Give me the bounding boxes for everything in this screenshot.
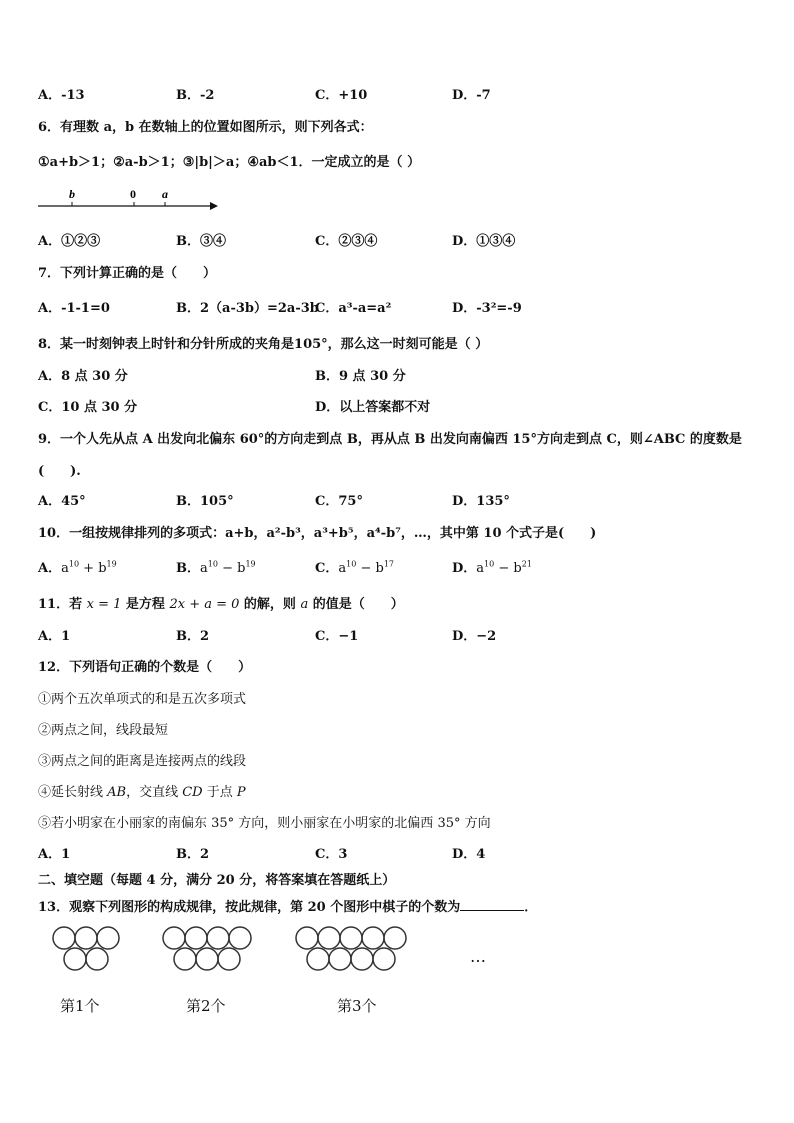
q10-option-c-expr: $a^{10} - b^{17}$ <box>338 559 394 576</box>
q6-option-d: D．①③④ <box>452 234 516 249</box>
q9-options <box>38 490 738 510</box>
q8-stem: 8．某一时刻钟表上时针和分针所成的夹角是105°，那么这一时刻可能是（ ） <box>38 337 489 352</box>
q9-option-d: D．135° <box>452 494 510 509</box>
q13-figures <box>50 925 510 1020</box>
q13-caption-1: 第1个 <box>60 997 100 1015</box>
q5-option-c: C．+10 <box>315 88 368 103</box>
q7-option-b: B．2（a-3b）=2a-3b <box>176 301 319 316</box>
q13-caption-3: 第3个 <box>337 997 377 1015</box>
q8-option-b: B．9 点 30 分 <box>315 369 406 384</box>
q7-option-c: C．a³-a=a² <box>315 301 392 316</box>
label-a: a <box>162 187 168 201</box>
q10-option-c-letter: C． <box>315 561 339 576</box>
q6-options <box>38 230 738 250</box>
q13-figure-drawings <box>50 925 510 995</box>
q9-option-a: A．45° <box>38 494 86 509</box>
q7-options <box>38 297 738 317</box>
figure-1-pieces <box>53 927 119 970</box>
q12-statement-4: ④延长射线 AB，交直线 CD 于点 P <box>38 785 246 800</box>
number-line-arrow <box>210 202 218 210</box>
q12-option-a: A．1 <box>38 847 71 862</box>
q6-statements: ①a+b＞1；②a-b＞1；③|b|＞a；④ab＜1．一定成立的是（ ） <box>38 155 421 170</box>
q10-option-d-letter: D． <box>452 561 477 576</box>
q11-option-b: B．2 <box>176 629 210 644</box>
q5-options <box>38 84 738 104</box>
q13-ellipsis: … <box>470 947 486 966</box>
q12-option-d: D．4 <box>452 847 486 862</box>
q7-option-a: A．-1-1=0 <box>38 301 110 316</box>
q10-option-b <box>176 557 256 576</box>
q11-options <box>38 625 738 645</box>
q8-option-c: C．10 点 30 分 <box>38 400 138 415</box>
q12-options <box>38 843 738 863</box>
q11-math-eq: 2x + a = 0 <box>169 597 240 612</box>
q7-option-d: D．-3²=-9 <box>452 301 522 316</box>
q8-option-a: A．8 点 30 分 <box>38 369 128 384</box>
q10-option-b-letter: B． <box>176 561 200 576</box>
label-zero: 0 <box>130 187 136 201</box>
q12-statement-5: ⑤若小明家在小丽家的南偏东 35° 方向，则小丽家在小明家的北偏西 35° 方向 <box>38 816 491 831</box>
q11-option-c: C．−1 <box>315 629 359 644</box>
q5-option-a: A．-13 <box>38 88 85 103</box>
q6-stem: 6．有理数 a，b 在数轴上的位置如图所示，则下列各式： <box>38 120 373 135</box>
q10-option-d-expr: $a^{10} - b^{21}$ <box>476 559 532 576</box>
q9-stem-cont: ( ). <box>38 464 81 479</box>
q10-option-d <box>452 557 532 576</box>
figure-2-pieces <box>163 927 251 970</box>
q12-option-c: C．3 <box>315 847 348 862</box>
q6-option-a: A．①②③ <box>38 234 101 249</box>
q12-statement-1: ①两个五次单项式的和是五次多项式 <box>38 692 247 707</box>
q11-stem: 11．若 x = 1 是方程 2x + a = 0 的解，则 a 的值是（ ） <box>38 597 404 612</box>
q10-stem: 10．一组按规律排列的多项式：a+b，a²-b³，a³+b⁵，a⁴-b⁷，…，其中第 10 个式子是( ) <box>38 526 597 541</box>
q11-option-a: A．1 <box>38 629 71 644</box>
q10-option-a-expr: $a^{10} + b^{19}$ <box>61 559 117 576</box>
q7-stem: 7．下列计算正确的是（ ） <box>38 266 217 281</box>
q6-option-b: B．③④ <box>176 234 226 249</box>
q8-options-row1 <box>38 365 738 385</box>
q12-statement-2: ②两点之间，线段最短 <box>38 723 169 738</box>
q9-option-b: B．105° <box>176 494 234 509</box>
q10-option-a-letter: A． <box>38 561 62 576</box>
number-line <box>38 186 228 216</box>
q10-options <box>38 557 738 577</box>
q11-option-d: D．−2 <box>452 629 497 644</box>
q8-option-d: D．以上答案都不对 <box>315 400 431 415</box>
q5-option-d: D．-7 <box>452 88 491 103</box>
q10-option-a <box>38 557 117 576</box>
q6-option-c: C．②③④ <box>315 234 378 249</box>
q13-caption-2: 第2个 <box>186 997 226 1015</box>
q5-option-b: B．-2 <box>176 88 215 103</box>
q8-options-row2 <box>38 396 738 416</box>
q9-stem: 9．一个人先从点 A 出发向北偏东 60°的方向走到点 B，再从点 B 出发向南偏西 15°方向走到点 C，则∠ABC 的度数是 <box>38 432 742 447</box>
figure-3-pieces <box>296 927 406 970</box>
q10-option-c <box>315 557 394 576</box>
q13-stem: 13．观察下列图形的构成规律，按此规律，第 20 个图形中棋子的个数为 ． <box>38 900 538 915</box>
q11-math-x: x = 1 <box>86 597 122 612</box>
q12-stem: 12．下列语句正确的个数是（ ） <box>38 660 252 675</box>
q10-option-b-expr: $a^{10} - b^{19}$ <box>200 559 256 576</box>
q13-answer-blank <box>460 898 524 911</box>
q12-statement-3: ③两点之间的距离是连接两点的线段 <box>38 754 247 769</box>
q12-option-b: B．2 <box>176 847 210 862</box>
q11-math-a: a <box>300 597 309 612</box>
label-b: b <box>69 187 75 201</box>
q9-option-c: C．75° <box>315 494 363 509</box>
section-2-heading: 二、填空题（每题 4 分，满分 20 分，将答案填在答题纸上） <box>38 873 396 888</box>
